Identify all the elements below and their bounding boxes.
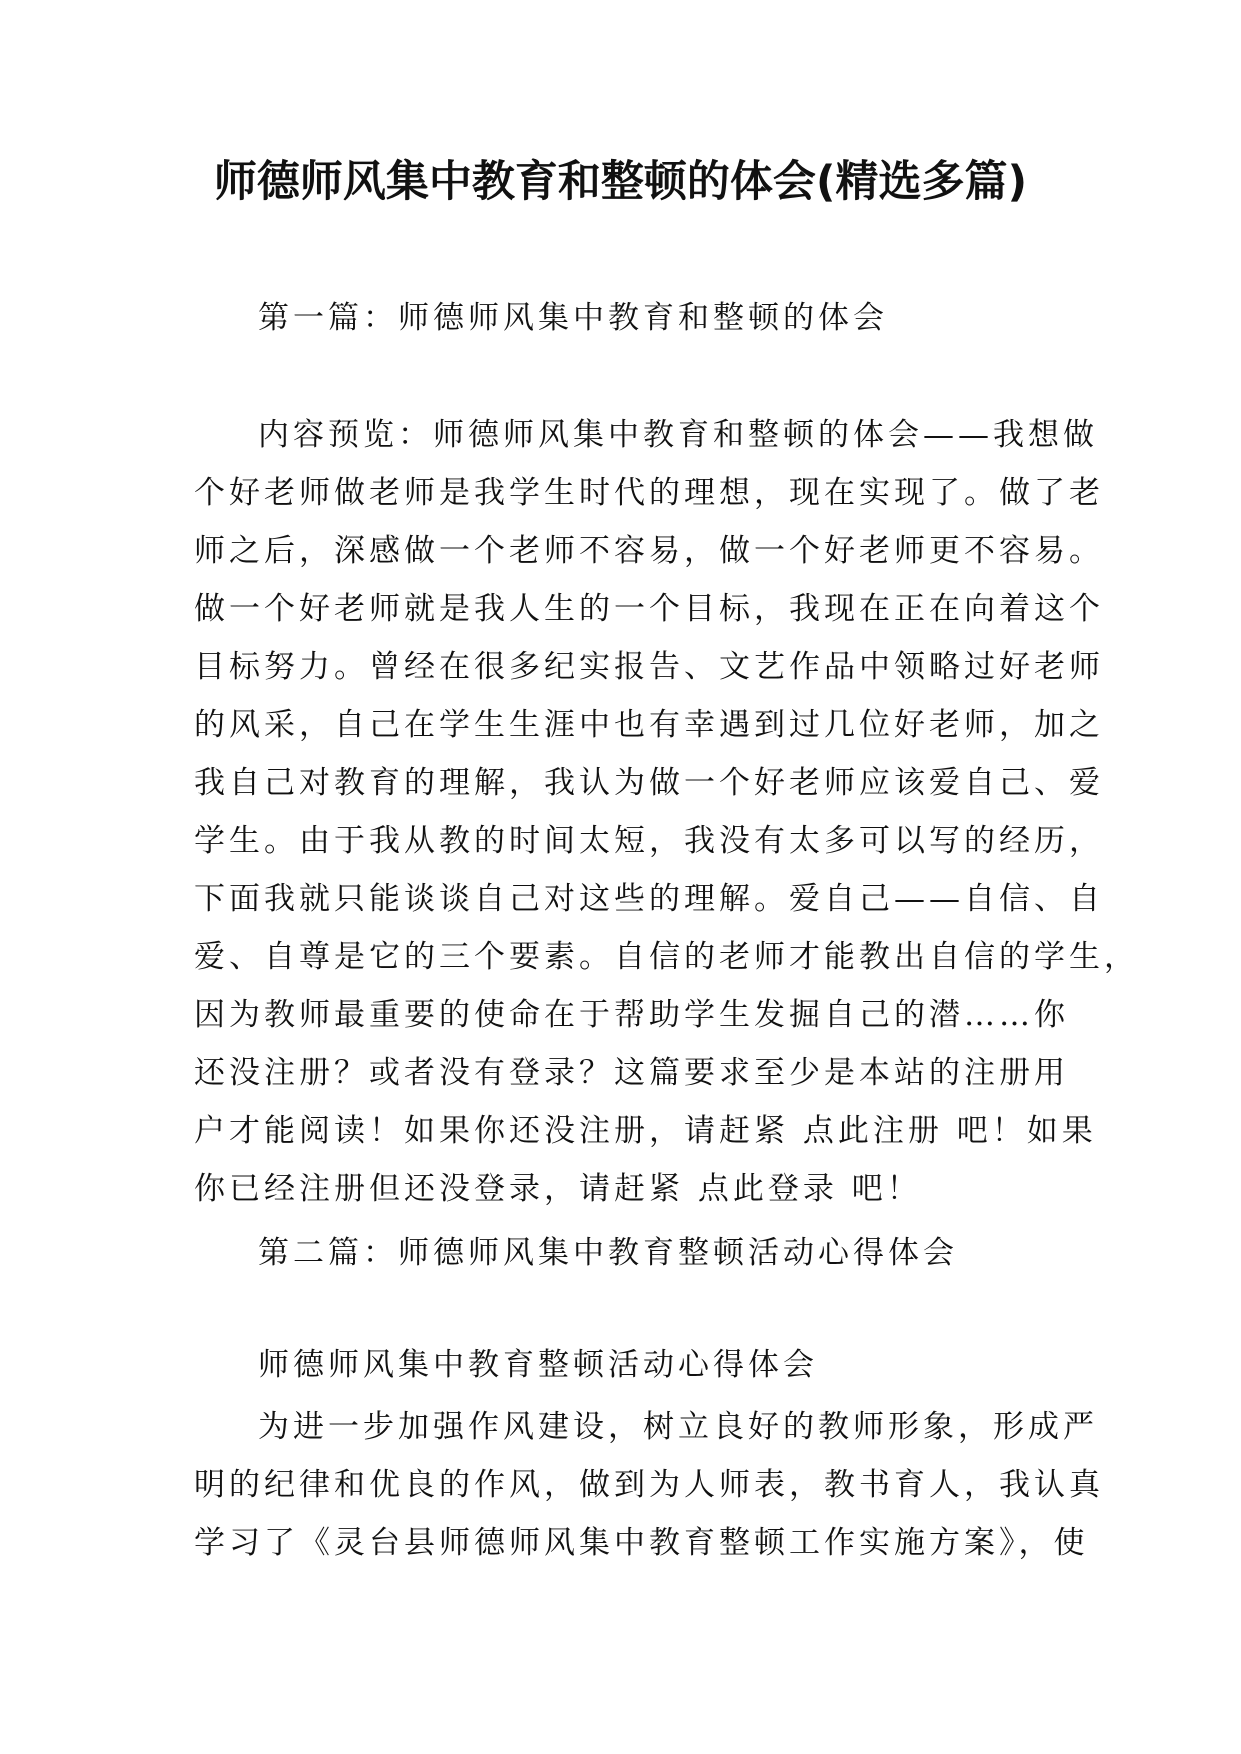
section-1-line: 户才能阅读！如果你还没注册，请赶紧 点此注册 吧！如果 [194, 1113, 1097, 1149]
section-1-body [194, 406, 1139, 1218]
section-2-body [194, 1398, 1104, 1572]
section-1-line: 还没注册？或者没有登录？这篇要求至少是本站的注册用 [194, 1055, 1069, 1091]
section-1-line: 学生。由于我从教的时间太短，我没有太多可以写的经历， [194, 823, 1104, 859]
section-1-line: 我自己对教育的理解，我认为做一个好老师应该爱自己、爱 [194, 765, 1104, 801]
section-1-line: 下面我就只能谈谈自己对这些的理解。爱自己——自信、自 [194, 881, 1104, 917]
section-1-line: 内容预览：师德师风集中教育和整顿的体会——我想做 [258, 417, 1098, 453]
section-1-line: 师之后，深感做一个老师不容易，做一个好老师更不容易。 [194, 533, 1104, 569]
section-2-subheading: 师德师风集中教育整顿活动心得体会 [258, 1347, 818, 1383]
section-2-line: 为进一步加强作风建设，树立良好的教师形象，形成严 [258, 1409, 1098, 1445]
section-1-line: 做一个好老师就是我人生的一个目标，我现在正在向着这个 [194, 591, 1104, 627]
document-title: 师德师风集中教育和整顿的体会(精选多篇) [213, 157, 1028, 207]
section-1-line: 你已经注册但还没登录，请赶紧 点此登录 吧！ [194, 1171, 922, 1207]
section-1-line: 的风采，自己在学生生涯中也有幸遇到过几位好老师，加之 [194, 707, 1104, 743]
section-2-heading: 第二篇：师德师风集中教育整顿活动心得体会 [258, 1235, 958, 1271]
section-2-line: 学习了《灵台县师德师风集中教育整顿工作实施方案》，使 [194, 1525, 1089, 1561]
section-1-line: 爱、自尊是它的三个要素。自信的老师才能教出自信的学生， [194, 939, 1139, 975]
section-1-line: 目标努力。曾经在很多纪实报告、文艺作品中领略过好老师 [194, 649, 1104, 685]
section-2-line: 明的纪律和优良的作风，做到为人师表，教书育人，我认真 [194, 1467, 1104, 1503]
section-1-line: 个好老师做老师是我学生时代的理想，现在实现了。做了老 [194, 475, 1104, 511]
section-1-line: 因为教师最重要的使命在于帮助学生发掘自己的潜……你 [194, 997, 1069, 1033]
section-1-heading: 第一篇：师德师风集中教育和整顿的体会 [258, 300, 888, 336]
